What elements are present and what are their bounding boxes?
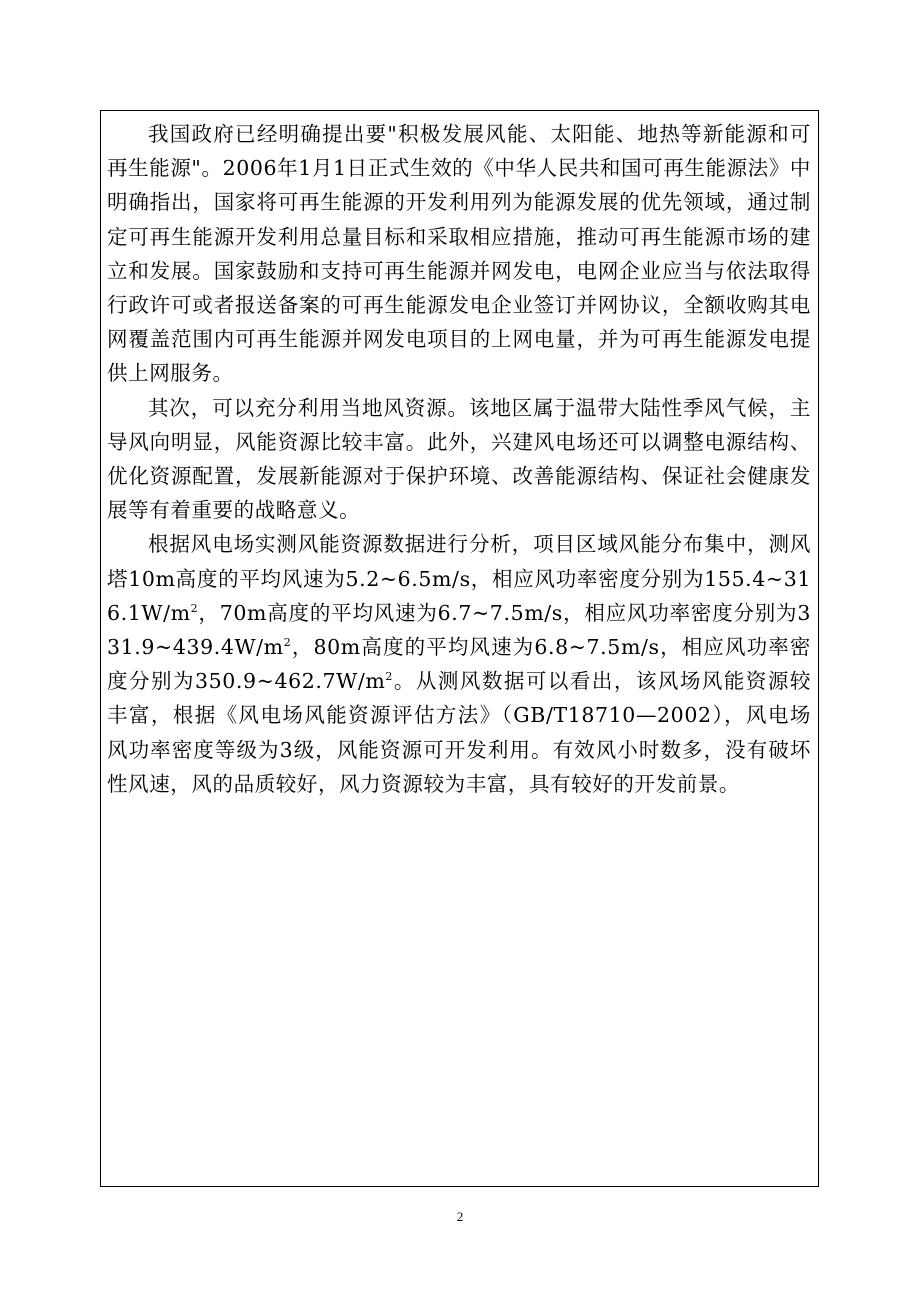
analysis-text-part3: ，80m高度的平均风速为6.8~7.5m/s，相应风功率密度分别为350.9~462.7W/m <box>107 635 811 694</box>
paragraph-policy: 我国政府已经明确提出要"积极发展风能、太阳能、地热等新能源和可再生能源"。2006年1月1日正式生效的《中华人民共和国可再生能源法》中明确指出，国家将可再生能源的开发利用列为能源发展的优先领域，通过制定可再生能源开发利用总量目标和采取相应措施，推动可再生能源市场的建立和发展。国家鼓励和支持可再生能源并网发电，电网企业应当与依法取得行政许可或者报送备案的可再生能源发电企业签订并网协议，全额收购其电网覆盖范围内可再生能源并网发电项目的上网电量，并为可再生能源发电提供上网服务。 <box>107 122 811 386</box>
paragraph-wind-resource: 其次，可以充分利用当地风资源。该地区属于温带大陆性季风气候，主导风向明显，风能资源比较丰富。此外，兴建风电场还可以调整电源结构、优化资源配置，发展新能源对于保护环境、改善能源结构、保证社会健康发展等有着重要的战略意义。 <box>107 395 811 523</box>
unit-superscript-3: 2 <box>385 670 393 684</box>
analysis-text-part1: 根据风电场实测风能资源数据进行分析，项目区域风能分布集中，测风塔10m高度的平均风速为5.2~6.5m/s，相应风功率密度分别为155.4~316.1W/m <box>107 532 811 625</box>
paragraph-measurement-analysis <box>107 527 811 801</box>
unit-superscript-2: 2 <box>283 636 292 650</box>
page-number: 2 <box>456 1209 464 1224</box>
document-body <box>107 117 811 801</box>
unit-superscript-1: 2 <box>190 602 199 616</box>
analysis-text-part4: 。从测风数据可以看出，该风场风能资源较丰富，根据《风电场风能资源评估方法》（GB/T18710—2002），风电场风功率密度等级为3级，风能资源可开发利用。有效风小时数多，没有破坏性风速，风的品质较好，风力资源较为丰富，具有较好的开发前景。 <box>107 669 811 796</box>
analysis-text-part2: ，70m高度的平均风速为6.7~7.5m/s，相应风功率密度分别为331.9~439.4W/m <box>107 600 811 660</box>
